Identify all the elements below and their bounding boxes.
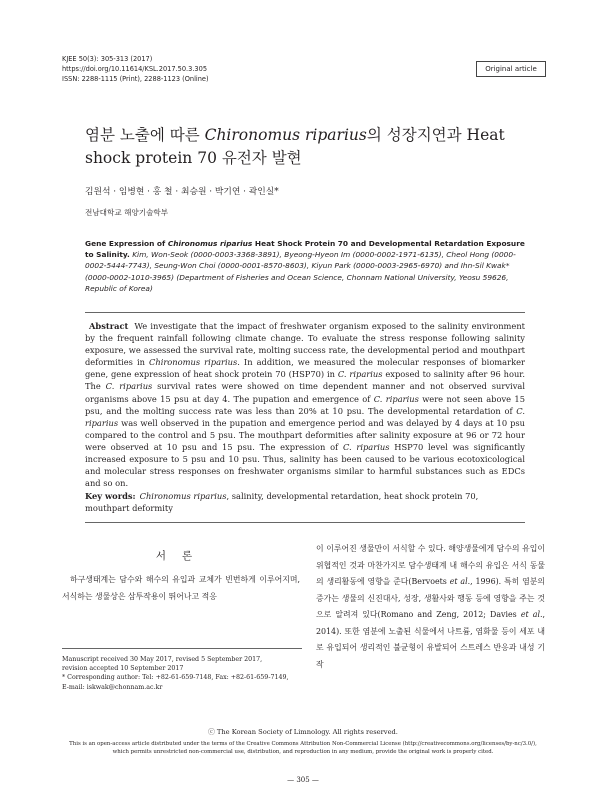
affiliation-korean: 전남대학교 해양기술학부: [85, 208, 169, 217]
journal-info: [62, 54, 209, 84]
title-part1: 염분 노출에 따른: [85, 126, 205, 144]
keywords-label: Key words:: [85, 491, 136, 501]
keywords-rest: , salinity, developmental retardation, heat shock protein 70, mouthpart deformity: [85, 491, 479, 513]
abstract: Abstract We investigate that the impact of freshwater organism exposed to the salinity environment by the frequent rainfall following climate change. To evaluate the stress response following salinity exposure, we assessed the survival rate, molting success rate, the developmental period and mouthpart deformities in Chironomus riparius. In addition, we measured the molecular responses of biomarker gene, gene expression of heat shock protein 70 (HSP70) in C. riparius exposed to salinity after 96 hour. The C. riparius survival rates were showed on time dependent manner and not observed survival organisms above 15 psu at day 4. The pupation and emergence of C. riparius were not seen above 15 psu, and the molting success rate was less than 20% at 10 psu. The developmental retardation of C. riparius was well observed in the pupation and emergence period and was delayed by 4 days at 10 psu compared to the control and 5 psu. The mouthpart deformities after salinity exposure at 96 or 72 hour were observed at 10 psu and 15 psu. The expression of C. riparius HSP70 level was significantly increased exposure to 5 psu and 10 psu. Thus, salinity has been caused to be various ecotoxicological and molecular stress responses on freshwater organisms similar to harmful substances such as EDCs and so on.: [85, 321, 525, 489]
title-part2: 의 성장지연과 Heat shock protein 70 유전자 발현: [85, 126, 505, 167]
issn-line: ISSN: 2288-1115 (Print), 2288-1123 (Online): [62, 75, 209, 83]
abstract-label: Abstract: [89, 321, 129, 331]
keywords: [85, 490, 525, 514]
journal-citation: KJEE 50(3): 305-313 (2017): [62, 55, 153, 63]
license-text: This is an open-access article distributed under the terms of the Creative Commons Attribution Non-Commercial License (http://creativecommons.org/licenses/by-nc/3.0/), which permits unrestricted non-commercial use, distribution, and reproduction in any medium, provide the original work is properly cited.: [69, 741, 537, 755]
footnote-accepted: revision accepted 10 September 2017: [62, 665, 184, 673]
abstract-top-rule: [85, 312, 525, 313]
english-title-block: [85, 238, 525, 294]
copyright: ⓒ The Korean Society of Limnology. All rights reserved.: [208, 728, 398, 736]
footnote: [62, 648, 302, 692]
footnote-corresponding: * Corresponding author: Tel: +82-61-659-7148, Fax: +82-61-659-7149,: [62, 674, 289, 682]
english-title: Gene Expression of Chironomus riparius Heat Shock Protein 70 and Developmental Retardation Exposure to Salinity.: [85, 239, 525, 260]
english-affiliation: (Department of Fisheries and Ocean Science, Chonnam National University, Yeosu 59626, Republic of Korea): [85, 272, 509, 293]
intro-paragraph-left: 하구생태계는 담수와 해수의 유입과 교체가 빈번하게 이루어지며, 서식하는 생물상은 삼투작용이 뛰어나고 적응: [62, 575, 300, 601]
footnote-email[interactable]: E-mail: iskwak@chonnam.ac.kr: [62, 683, 163, 691]
section-heading-introduction: 서론: [155, 550, 209, 562]
keyword-species: Chironomus riparius: [139, 491, 227, 501]
title-species: Chironomus riparius: [204, 126, 367, 144]
page-number: — 305 —: [287, 776, 319, 784]
abstract-bottom-rule: [85, 522, 525, 523]
doi-link[interactable]: https://doi.org/10.11614/KSL.2017.50.3.305: [62, 65, 208, 73]
authors-korean: 김원석 · 임병현 · 홍 철 · 최승원 · 박기연 · 곽인실*: [85, 187, 279, 197]
english-authors: Kim, Won-Seok (0000-0003-3368-3891), Byeong-Hyeon Im (0000-0002-1971-6135), Cheol Hong (0000-0002-5444-7743), Seung-Won Choi (0000-0001-8570-8603), Kiyun Park (0000-0003-2965-6970) and Ihn-Sil Kwak* (0000-0002-1010-3965): [85, 250, 516, 282]
article-type-badge: Original article: [476, 61, 546, 77]
paper-title: [85, 124, 525, 170]
intro-paragraph-right: 이 이루어진 생물만이 서식할 수 있다. 해양생물에게 담수의 유입이 위협적인 것과 마찬가지로 담수생태계 내 해수의 유입은 서식 동물의 생리활동에 영향을 준다(Bervoets et al., 1996). 특히 염분의 증가는 생물의 신진대사, 성장, 생활사와 행동 등에 영향을 주는 것으로 알려져 있다(Romano and Zeng, 2012; Davies et al., 2014). 또한 염분에 노출된 식물에서 나트륨, 염화물 등이 세포 내로 유입되어 생리적인 불균형이 유발되어 스트레스 반응과 내성 기작: [316, 544, 546, 669]
footnote-received: Manuscript received 30 May 2017, revised 5 September 2017,: [62, 656, 263, 663]
